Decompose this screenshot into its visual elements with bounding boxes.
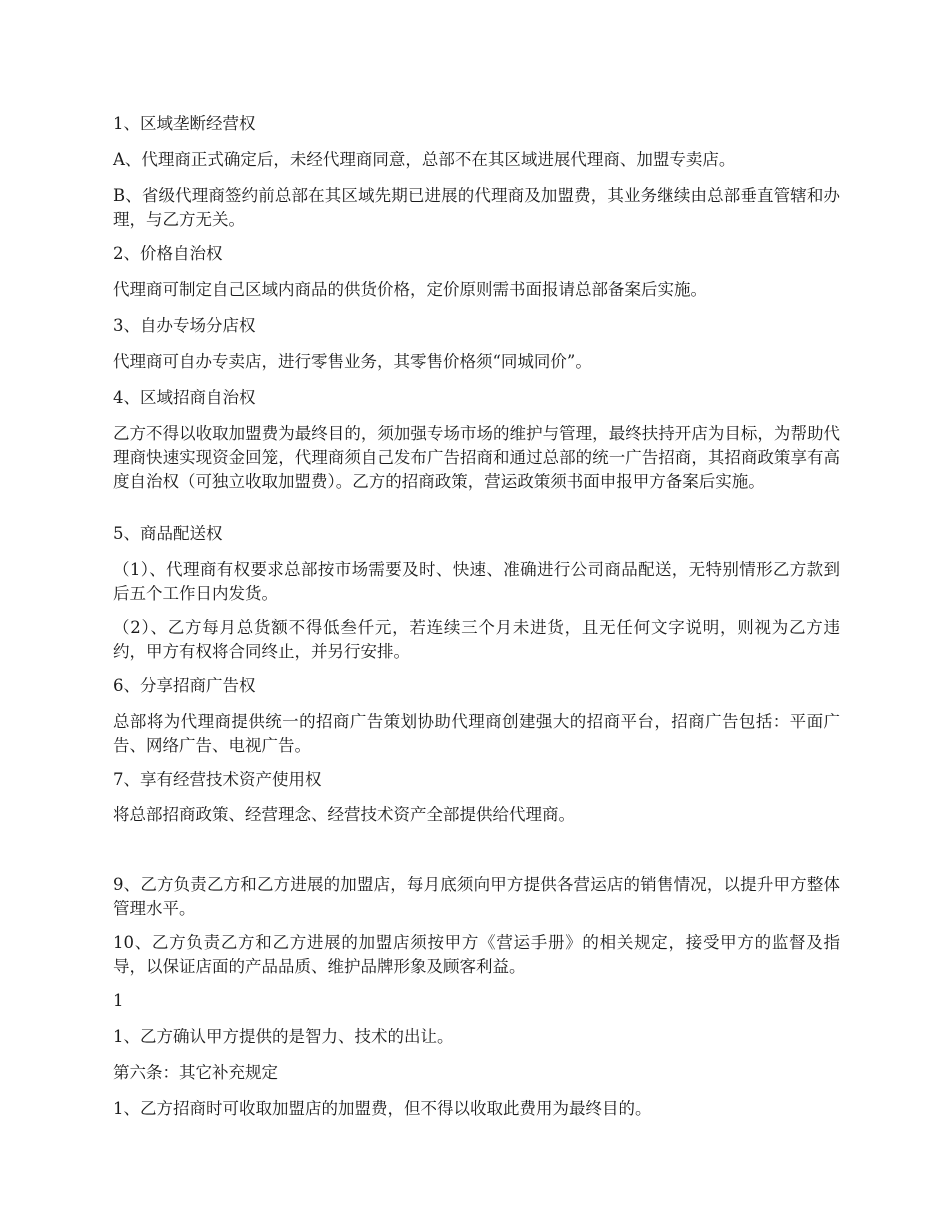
paragraph-price-autonomy: 代理商可制定自己区域内商品的供货价格，定价原则需书面报请总部备案后实施。 bbox=[113, 280, 707, 299]
paragraph-own-store: 代理商可自办专卖店，进行零售业务，其零售价格须“同城同价”。 bbox=[113, 352, 592, 371]
paragraph-franchise-fee: 1、乙方招商时可收取加盟店的加盟费，但不得以收取此费用为最终目的。 bbox=[113, 1099, 652, 1118]
heading-article-six: 第六条：其它补充规定 bbox=[113, 1063, 278, 1082]
heading-technical-assets: 7、享有经营技术资产使用权 bbox=[113, 770, 322, 789]
heading-regional-recruitment: 4、区域招商自治权 bbox=[113, 388, 256, 407]
heading-regional-monopoly: 1、区域垄断经营权 bbox=[113, 114, 256, 133]
paragraph-item-9: 9、乙方负责乙方和乙方进展的加盟店，每月底须向甲方提供各营运店的销售情况，以提升甲方整体管理水平。 bbox=[113, 875, 840, 918]
paragraph-distribution-1: （1）、代理商有权要求总部按市场需要及时、快速、准确进行公司商品配送，无特别情形乙方款到后五个工作日内发货。 bbox=[113, 560, 840, 603]
heading-price-autonomy: 2、价格自治权 bbox=[113, 244, 223, 263]
paragraph-shared-advertising: 总部将为代理商提供统一的招商广告策划协助代理商创建强大的招商平台，招商广告包括：平面广告、网络广告、电视广告。 bbox=[113, 712, 840, 755]
paragraph-regional-recruitment: 乙方不得以收取加盟费为最终目的，须加强专场市场的维护与管理，最终扶持开店为目标，为帮助代理商快速实现资金回笼，代理商须自己发布广告招商和通过总部的统一广告招商，其招商政策享有高度自治权（可独立收取加盟费）。乙方的招商政策，营运政策须书面申报甲方备案后实施。 bbox=[113, 424, 840, 491]
heading-own-store: 3、自办专场分店权 bbox=[113, 316, 256, 335]
paragraph-distribution-2: （2）、乙方每月总货额不得低叁仟元，若连续三个月未进货，且无任何文字说明，则视为乙方违约，甲方有权将合同终止，并另行安排。 bbox=[113, 618, 840, 661]
paragraph-technical-assets: 将总部招商政策、经营理念、经营技术资产全部提供给代理商。 bbox=[113, 805, 575, 824]
paragraph-clause-a: A、代理商正式确定后，未经代理商同意，总部不在其区域进展代理商、加盟专卖店。 bbox=[113, 150, 736, 169]
heading-shared-advertising: 6、分享招商广告权 bbox=[113, 676, 256, 695]
heading-distribution: 5、商品配送权 bbox=[113, 524, 223, 543]
page-number: 1 bbox=[113, 991, 124, 1010]
paragraph-item-10: 10、乙方负责乙方和乙方进展的加盟店须按甲方《营运手册》的相关规定，接受甲方的监督及指导，以保证店面的产品品质、维护品牌形象及顾客利益。 bbox=[113, 933, 840, 976]
paragraph-confirmation: 1、乙方确认甲方提供的是智力、技术的出让。 bbox=[113, 1027, 454, 1046]
paragraph-clause-b: B、省级代理商签约前总部在其区域先期已进展的代理商及加盟费，其业务继续由总部垂直管辖和办理，与乙方无关。 bbox=[113, 186, 840, 229]
